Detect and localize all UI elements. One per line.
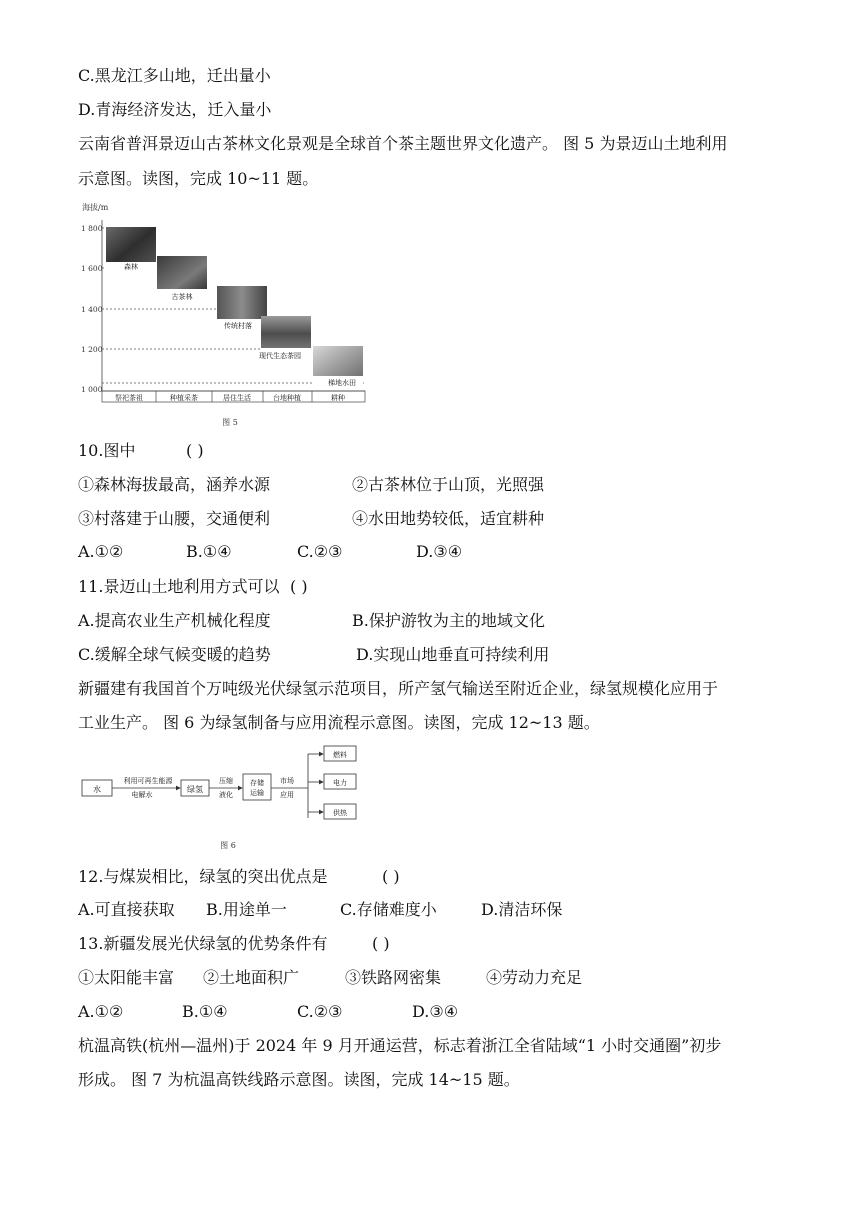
intro-14-15-line1: 杭温高铁(杭州—温州)于 2024 年 9 月开通运营，标志着浙江全省陆域“1 小时交通圈”初步 [78, 1036, 722, 1055]
fig5-photo-tea-garden [259, 316, 311, 360]
q13-option-c: C.②③ [297, 1002, 343, 1021]
fig5-photo-forest [106, 227, 156, 271]
fig6-arrow-1-top: 利用可再生能源 [123, 777, 173, 785]
q13-statement-2: ②土地面积广 [203, 968, 300, 987]
fig5-photo-ancient-tea [157, 256, 207, 301]
q13-answer-paren: ( ) [372, 934, 390, 953]
q13-option-a: A.①② [78, 1002, 124, 1021]
fig6-box-heat-label: 供热 [333, 809, 347, 817]
q10-statement-1: ①森林海拔最高，涵养水源 [78, 475, 271, 494]
fig6-caption: 图 6 [220, 841, 236, 850]
q13-option-d: D.③④ [412, 1002, 459, 1021]
fig6-arrow-3-bottom: 应用 [280, 791, 294, 799]
fig6-box-storage-top: 存储 [250, 779, 264, 787]
fig5-category-5: 耕种 [331, 394, 345, 402]
fig6-box-fuel-label: 燃料 [333, 751, 347, 759]
figure-6-flowchart [80, 742, 370, 854]
q11-stem: 11.景迈山土地利用方式可以 [78, 577, 280, 596]
figure-6 [80, 742, 370, 854]
q13-statement-1: ①太阳能丰富 [78, 968, 175, 987]
q12-option-d: D.清洁环保 [481, 900, 563, 919]
q10-option-b: B.①④ [186, 542, 232, 561]
fig5-photo-label-forest: 森林 [124, 263, 138, 271]
q10-answer-paren: ( ) [186, 441, 204, 460]
q12-option-a: A.可直接获取 [78, 900, 175, 919]
fig6-arrow-3-top: 市场 [280, 777, 294, 785]
q11-option-b: B.保护游牧为主的地域文化 [352, 611, 545, 630]
fig5-ytick-1200: 1 200 [81, 345, 103, 354]
fig6-box-h2-label: 绿氢 [187, 785, 203, 794]
fig5-category-4: 台地种植 [273, 394, 301, 402]
fig5-photo-label-paddy: 梯地水田 [328, 379, 356, 387]
fig5-category-1: 祭祀茶祖 [115, 394, 143, 402]
fig6-box-power-label: 电力 [333, 779, 347, 787]
fig6-box-water-label: 水 [93, 785, 101, 794]
intro-14-15-line2: 形成。 图 7 为杭温高铁线路示意图。读图，完成 14~15 题。 [78, 1070, 520, 1089]
q12-stem: 12.与煤炭相比，绿氢的突出优点是 [78, 867, 328, 886]
fig5-ytick-1400: 1 400 [81, 305, 103, 314]
figure-5-diagram [80, 198, 380, 430]
fig5-ylabel: 海拔/m [82, 203, 109, 212]
fig6-box-storage-bottom: 运输 [250, 789, 264, 797]
intro-12-13-line1: 新疆建有我国首个万吨级光伏绿氢示范项目，所产氢气输送至附近企业，绿氢规模化应用于 [78, 679, 719, 698]
q10-stem: 10.图中 [78, 441, 136, 460]
q10-statement-3: ③村落建于山腰，交通便利 [78, 509, 271, 528]
fig6-arrow-2-top: 压缩 [219, 777, 233, 785]
figure-5 [80, 198, 380, 430]
q10-option-d: D.③④ [416, 542, 463, 561]
q12-option-b: B.用途单一 [206, 900, 287, 919]
fig5-photo-village [217, 286, 267, 331]
fig5-photo-label-ancient-tea: 古茶林 [171, 293, 193, 301]
q10-option-c: C.②③ [297, 542, 343, 561]
fig6-arrow-2-bottom: 液化 [219, 791, 233, 799]
fig5-category-2: 种植采茶 [170, 394, 198, 402]
fig5-photo-paddy [313, 346, 363, 387]
intro-12-13-line2: 工业生产。 图 6 为绿氢制备与应用流程示意图。读图，完成 12~13 题。 [78, 713, 600, 732]
q11-option-a: A.提高农业生产机械化程度 [78, 611, 271, 630]
q13-option-b: B.①④ [182, 1002, 228, 1021]
q9-option-c: C.黑龙江多山地，迁出量小 [78, 66, 271, 85]
q10-statement-2: ②古茶林位于山顶，光照强 [352, 475, 545, 494]
q11-option-d: D.实现山地垂直可持续利用 [356, 645, 550, 664]
q10-option-a: A.①② [78, 542, 124, 561]
fig5-photo-label-village: 传统村落 [224, 322, 252, 330]
fig5-ytick-1800: 1 800 [81, 224, 103, 233]
q12-option-c: C.存储难度小 [340, 900, 437, 919]
fig5-ytick-1000: 1 000 [81, 385, 103, 394]
q13-statement-3: ③铁路网密集 [345, 968, 442, 987]
fig5-ytick-1600: 1 600 [81, 264, 103, 273]
q10-statement-4: ④水田地势较低，适宜耕种 [352, 509, 545, 528]
intro-10-11-line2: 示意图。读图，完成 10~11 题。 [78, 169, 319, 188]
intro-10-11-line1: 云南省普洱景迈山古茶林文化景观是全球首个茶主题世界文化遗产。 图 5 为景迈山土地利用 [78, 134, 728, 153]
q11-option-c: C.缓解全球气候变暖的趋势 [78, 645, 271, 664]
fig5-category-3: 居住生活 [223, 394, 251, 402]
q13-statement-4: ④劳动力充足 [486, 968, 583, 987]
q13-stem: 13.新疆发展光伏绿氢的优势条件有 [78, 934, 328, 953]
q11-answer-paren: ( ) [290, 577, 308, 596]
q12-answer-paren: ( ) [382, 867, 400, 886]
fig5-caption: 图 5 [222, 418, 238, 427]
fig5-photo-label-tea-garden: 现代生态茶园 [259, 352, 301, 360]
fig6-arrow-1-bottom: 电解水 [131, 791, 153, 799]
q9-option-d: D.青海经济发达，迁入量小 [78, 100, 272, 119]
